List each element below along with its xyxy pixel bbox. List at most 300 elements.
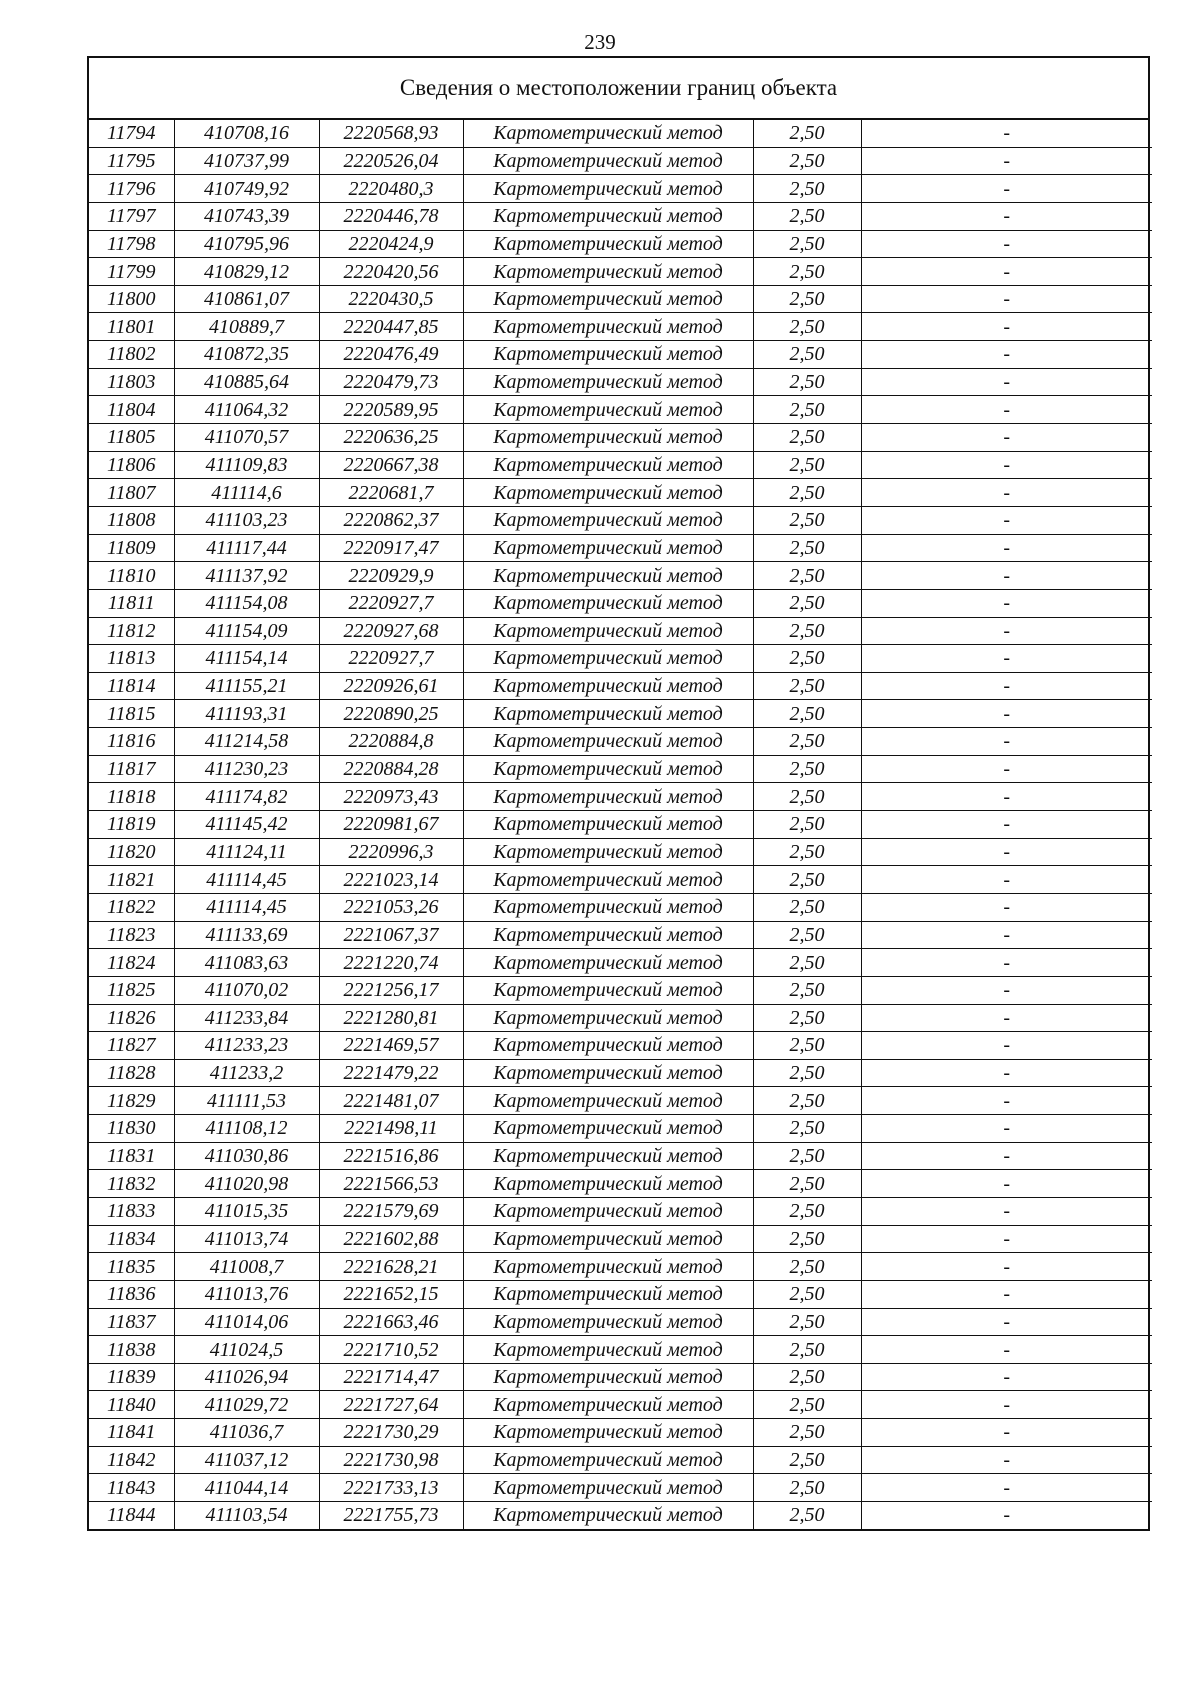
- description-cell: -: [861, 1474, 1152, 1502]
- accuracy-cell: 2,50: [753, 1032, 861, 1060]
- method-cell: Картометрический метод: [463, 396, 753, 424]
- description-cell: -: [861, 1225, 1152, 1253]
- method-cell: Картометрический метод: [463, 811, 753, 839]
- point-number-cell: 11814: [89, 672, 174, 700]
- description-cell: -: [861, 783, 1152, 811]
- point-number-cell: 11816: [89, 728, 174, 756]
- accuracy-cell: 2,50: [753, 1253, 861, 1281]
- method-cell: Картометрический метод: [463, 1004, 753, 1032]
- table-row: [89, 1225, 1152, 1253]
- method-cell: Картометрический метод: [463, 1115, 753, 1143]
- method-cell: Картометрический метод: [463, 313, 753, 341]
- description-cell: -: [861, 1032, 1152, 1060]
- accuracy-cell: 2,50: [753, 893, 861, 921]
- accuracy-cell: 2,50: [753, 341, 861, 369]
- method-cell: Картометрический метод: [463, 1059, 753, 1087]
- accuracy-cell: 2,50: [753, 1502, 861, 1529]
- y-coordinate-cell: 2220927,7: [319, 645, 463, 673]
- point-number-cell: 11824: [89, 949, 174, 977]
- method-cell: Картометрический метод: [463, 562, 753, 590]
- method-cell: Картометрический метод: [463, 424, 753, 452]
- table-row: [89, 175, 1152, 203]
- description-cell: -: [861, 1115, 1152, 1143]
- table-row: [89, 866, 1152, 894]
- table-row: [89, 1004, 1152, 1032]
- y-coordinate-cell: 2221023,14: [319, 866, 463, 894]
- point-number-cell: 11841: [89, 1419, 174, 1447]
- y-coordinate-cell: 2220981,67: [319, 811, 463, 839]
- table-row: [89, 1197, 1152, 1225]
- description-cell: -: [861, 1170, 1152, 1198]
- description-cell: -: [861, 617, 1152, 645]
- point-number-cell: 11826: [89, 1004, 174, 1032]
- y-coordinate-cell: 2220476,49: [319, 341, 463, 369]
- point-number-cell: 11794: [89, 120, 174, 147]
- x-coordinate-cell: 410885,64: [174, 368, 319, 396]
- table-row: [89, 645, 1152, 673]
- point-number-cell: 11809: [89, 534, 174, 562]
- accuracy-cell: 2,50: [753, 313, 861, 341]
- accuracy-cell: 2,50: [753, 1115, 861, 1143]
- description-cell: -: [861, 1142, 1152, 1170]
- method-cell: Картометрический метод: [463, 700, 753, 728]
- description-cell: -: [861, 534, 1152, 562]
- description-cell: -: [861, 589, 1152, 617]
- table-row: [89, 1170, 1152, 1198]
- y-coordinate-cell: 2220636,25: [319, 424, 463, 452]
- method-cell: Картометрический метод: [463, 672, 753, 700]
- y-coordinate-cell: 2220479,73: [319, 368, 463, 396]
- accuracy-cell: 2,50: [753, 1419, 861, 1447]
- y-coordinate-cell: 2220589,95: [319, 396, 463, 424]
- point-number-cell: 11834: [89, 1225, 174, 1253]
- accuracy-cell: 2,50: [753, 120, 861, 147]
- point-number-cell: 11802: [89, 341, 174, 369]
- y-coordinate-cell: 2220996,3: [319, 838, 463, 866]
- point-number-cell: 11819: [89, 811, 174, 839]
- method-cell: Картометрический метод: [463, 230, 753, 258]
- point-number-cell: 11833: [89, 1197, 174, 1225]
- y-coordinate-cell: 2221579,69: [319, 1197, 463, 1225]
- description-cell: -: [861, 396, 1152, 424]
- x-coordinate-cell: 411044,14: [174, 1474, 319, 1502]
- y-coordinate-cell: 2221516,86: [319, 1142, 463, 1170]
- description-cell: -: [861, 202, 1152, 230]
- method-cell: Картометрический метод: [463, 1225, 753, 1253]
- accuracy-cell: 2,50: [753, 424, 861, 452]
- x-coordinate-cell: 411103,54: [174, 1502, 319, 1529]
- x-coordinate-cell: 411111,53: [174, 1087, 319, 1115]
- y-coordinate-cell: 2221652,15: [319, 1280, 463, 1308]
- y-coordinate-cell: 2220927,68: [319, 617, 463, 645]
- table-row: [89, 285, 1152, 313]
- description-cell: -: [861, 506, 1152, 534]
- point-number-cell: 11840: [89, 1391, 174, 1419]
- table-row: [89, 1087, 1152, 1115]
- method-cell: Картометрический метод: [463, 976, 753, 1004]
- x-coordinate-cell: 411103,23: [174, 506, 319, 534]
- table-row: [89, 1280, 1152, 1308]
- table-row: [89, 562, 1152, 590]
- description-cell: -: [861, 1253, 1152, 1281]
- accuracy-cell: 2,50: [753, 1474, 861, 1502]
- table-row: [89, 1032, 1152, 1060]
- accuracy-cell: 2,50: [753, 562, 861, 590]
- point-number-cell: 11817: [89, 755, 174, 783]
- y-coordinate-cell: 2220447,85: [319, 313, 463, 341]
- accuracy-cell: 2,50: [753, 1308, 861, 1336]
- x-coordinate-cell: 410861,07: [174, 285, 319, 313]
- x-coordinate-cell: 411193,31: [174, 700, 319, 728]
- x-coordinate-cell: 410829,12: [174, 258, 319, 286]
- description-cell: -: [861, 949, 1152, 977]
- accuracy-cell: 2,50: [753, 368, 861, 396]
- accuracy-cell: 2,50: [753, 728, 861, 756]
- accuracy-cell: 2,50: [753, 479, 861, 507]
- table-row: [89, 1474, 1152, 1502]
- y-coordinate-cell: 2220926,61: [319, 672, 463, 700]
- description-cell: -: [861, 1087, 1152, 1115]
- description-cell: -: [861, 451, 1152, 479]
- description-cell: -: [861, 1391, 1152, 1419]
- table-row: [89, 424, 1152, 452]
- method-cell: Картометрический метод: [463, 783, 753, 811]
- point-number-cell: 11806: [89, 451, 174, 479]
- y-coordinate-cell: 2220424,9: [319, 230, 463, 258]
- description-cell: -: [861, 921, 1152, 949]
- accuracy-cell: 2,50: [753, 1446, 861, 1474]
- description-cell: -: [861, 1502, 1152, 1529]
- accuracy-cell: 2,50: [753, 175, 861, 203]
- point-number-cell: 11813: [89, 645, 174, 673]
- table-row: [89, 1142, 1152, 1170]
- table-row: [89, 451, 1152, 479]
- description-cell: -: [861, 562, 1152, 590]
- method-cell: Картометрический метод: [463, 451, 753, 479]
- accuracy-cell: 2,50: [753, 589, 861, 617]
- method-cell: Картометрический метод: [463, 341, 753, 369]
- point-number-cell: 11843: [89, 1474, 174, 1502]
- method-cell: Картометрический метод: [463, 258, 753, 286]
- table-row: [89, 617, 1152, 645]
- method-cell: Картометрический метод: [463, 120, 753, 147]
- table-row: [89, 341, 1152, 369]
- table-row: [89, 1336, 1152, 1364]
- y-coordinate-cell: 2221710,52: [319, 1336, 463, 1364]
- table-row: [89, 700, 1152, 728]
- accuracy-cell: 2,50: [753, 230, 861, 258]
- method-cell: Картометрический метод: [463, 617, 753, 645]
- point-number-cell: 11835: [89, 1253, 174, 1281]
- accuracy-cell: 2,50: [753, 1391, 861, 1419]
- x-coordinate-cell: 410737,99: [174, 147, 319, 175]
- y-coordinate-cell: 2220667,38: [319, 451, 463, 479]
- description-cell: -: [861, 1419, 1152, 1447]
- x-coordinate-cell: 411037,12: [174, 1446, 319, 1474]
- point-number-cell: 11812: [89, 617, 174, 645]
- x-coordinate-cell: 411030,86: [174, 1142, 319, 1170]
- y-coordinate-cell: 2221280,81: [319, 1004, 463, 1032]
- y-coordinate-cell: 2220526,04: [319, 147, 463, 175]
- method-cell: Картометрический метод: [463, 1336, 753, 1364]
- point-number-cell: 11822: [89, 893, 174, 921]
- description-cell: -: [861, 700, 1152, 728]
- y-coordinate-cell: 2220480,3: [319, 175, 463, 203]
- accuracy-cell: 2,50: [753, 1087, 861, 1115]
- y-coordinate-cell: 2221220,74: [319, 949, 463, 977]
- point-number-cell: 11832: [89, 1170, 174, 1198]
- x-coordinate-cell: 410795,96: [174, 230, 319, 258]
- x-coordinate-cell: 411024,5: [174, 1336, 319, 1364]
- x-coordinate-cell: 411114,45: [174, 893, 319, 921]
- accuracy-cell: 2,50: [753, 976, 861, 1004]
- method-cell: Картометрический метод: [463, 506, 753, 534]
- point-number-cell: 11810: [89, 562, 174, 590]
- description-cell: -: [861, 838, 1152, 866]
- x-coordinate-cell: 411020,98: [174, 1170, 319, 1198]
- description-cell: -: [861, 1197, 1152, 1225]
- y-coordinate-cell: 2220568,93: [319, 120, 463, 147]
- accuracy-cell: 2,50: [753, 396, 861, 424]
- accuracy-cell: 2,50: [753, 672, 861, 700]
- table-row: [89, 728, 1152, 756]
- point-number-cell: 11821: [89, 866, 174, 894]
- x-coordinate-cell: 411124,11: [174, 838, 319, 866]
- x-coordinate-cell: 411154,09: [174, 617, 319, 645]
- table-body: [89, 120, 1152, 1529]
- table-row: [89, 1419, 1152, 1447]
- description-cell: -: [861, 175, 1152, 203]
- y-coordinate-cell: 2220890,25: [319, 700, 463, 728]
- y-coordinate-cell: 2221730,29: [319, 1419, 463, 1447]
- method-cell: Картометрический метод: [463, 893, 753, 921]
- table-row: [89, 949, 1152, 977]
- description-cell: -: [861, 811, 1152, 839]
- y-coordinate-cell: 2221730,98: [319, 1446, 463, 1474]
- x-coordinate-cell: 411117,44: [174, 534, 319, 562]
- x-coordinate-cell: 411013,74: [174, 1225, 319, 1253]
- method-cell: Картометрический метод: [463, 589, 753, 617]
- y-coordinate-cell: 2221498,11: [319, 1115, 463, 1143]
- x-coordinate-cell: 411036,7: [174, 1419, 319, 1447]
- point-number-cell: 11827: [89, 1032, 174, 1060]
- table-row: [89, 893, 1152, 921]
- x-coordinate-cell: 411108,12: [174, 1115, 319, 1143]
- accuracy-cell: 2,50: [753, 617, 861, 645]
- description-cell: -: [861, 728, 1152, 756]
- table-row: [89, 976, 1152, 1004]
- description-cell: -: [861, 866, 1152, 894]
- description-cell: -: [861, 258, 1152, 286]
- table-title: Сведения о местоположении границ объекта: [89, 58, 1148, 120]
- y-coordinate-cell: 2221663,46: [319, 1308, 463, 1336]
- point-number-cell: 11815: [89, 700, 174, 728]
- description-cell: -: [861, 341, 1152, 369]
- y-coordinate-cell: 2221053,26: [319, 893, 463, 921]
- method-cell: Картометрический метод: [463, 866, 753, 894]
- table-row: [89, 1446, 1152, 1474]
- method-cell: Картометрический метод: [463, 1253, 753, 1281]
- y-coordinate-cell: 2220917,47: [319, 534, 463, 562]
- table-row: [89, 1363, 1152, 1391]
- point-number-cell: 11801: [89, 313, 174, 341]
- accuracy-cell: 2,50: [753, 838, 861, 866]
- accuracy-cell: 2,50: [753, 700, 861, 728]
- point-number-cell: 11844: [89, 1502, 174, 1529]
- point-number-cell: 11823: [89, 921, 174, 949]
- method-cell: Картометрический метод: [463, 1032, 753, 1060]
- accuracy-cell: 2,50: [753, 811, 861, 839]
- table-row: [89, 506, 1152, 534]
- description-cell: -: [861, 1446, 1152, 1474]
- accuracy-cell: 2,50: [753, 783, 861, 811]
- description-cell: -: [861, 645, 1152, 673]
- x-coordinate-cell: 411008,7: [174, 1253, 319, 1281]
- x-coordinate-cell: 411029,72: [174, 1391, 319, 1419]
- accuracy-cell: 2,50: [753, 258, 861, 286]
- y-coordinate-cell: 2221481,07: [319, 1087, 463, 1115]
- description-cell: -: [861, 1004, 1152, 1032]
- y-coordinate-cell: 2221479,22: [319, 1059, 463, 1087]
- point-number-cell: 11795: [89, 147, 174, 175]
- method-cell: Картометрический метод: [463, 645, 753, 673]
- method-cell: Картометрический метод: [463, 479, 753, 507]
- table-row: [89, 534, 1152, 562]
- y-coordinate-cell: 2220884,28: [319, 755, 463, 783]
- point-number-cell: 11811: [89, 589, 174, 617]
- page-number: 239: [584, 30, 616, 54]
- x-coordinate-cell: 411109,83: [174, 451, 319, 479]
- method-cell: Картометрический метод: [463, 1446, 753, 1474]
- x-coordinate-cell: 411155,21: [174, 672, 319, 700]
- point-number-cell: 11842: [89, 1446, 174, 1474]
- point-number-cell: 11807: [89, 479, 174, 507]
- x-coordinate-cell: 411026,94: [174, 1363, 319, 1391]
- point-number-cell: 11839: [89, 1363, 174, 1391]
- table-row: [89, 838, 1152, 866]
- point-number-cell: 11838: [89, 1336, 174, 1364]
- accuracy-cell: 2,50: [753, 285, 861, 313]
- y-coordinate-cell: 2221628,21: [319, 1253, 463, 1281]
- x-coordinate-cell: 411233,23: [174, 1032, 319, 1060]
- accuracy-cell: 2,50: [753, 1142, 861, 1170]
- y-coordinate-cell: 2221733,13: [319, 1474, 463, 1502]
- x-coordinate-cell: 411145,42: [174, 811, 319, 839]
- table-row: [89, 120, 1152, 147]
- description-cell: -: [861, 147, 1152, 175]
- table-row: [89, 755, 1152, 783]
- y-coordinate-cell: 2220862,37: [319, 506, 463, 534]
- point-number-cell: 11837: [89, 1308, 174, 1336]
- boundary-table: [87, 56, 1150, 1531]
- method-cell: Картометрический метод: [463, 949, 753, 977]
- table-row: [89, 258, 1152, 286]
- method-cell: Картометрический метод: [463, 1142, 753, 1170]
- y-coordinate-cell: 2220884,8: [319, 728, 463, 756]
- description-cell: -: [861, 313, 1152, 341]
- method-cell: Картометрический метод: [463, 368, 753, 396]
- x-coordinate-cell: 410749,92: [174, 175, 319, 203]
- point-number-cell: 11825: [89, 976, 174, 1004]
- y-coordinate-cell: 2220973,43: [319, 783, 463, 811]
- description-cell: -: [861, 285, 1152, 313]
- y-coordinate-cell: 2221566,53: [319, 1170, 463, 1198]
- method-cell: Картометрический метод: [463, 175, 753, 203]
- description-cell: -: [861, 120, 1152, 147]
- method-cell: Картометрический метод: [463, 838, 753, 866]
- y-coordinate-cell: 2220927,7: [319, 589, 463, 617]
- accuracy-cell: 2,50: [753, 534, 861, 562]
- description-cell: -: [861, 424, 1152, 452]
- description-cell: -: [861, 1363, 1152, 1391]
- table-row: [89, 230, 1152, 258]
- accuracy-cell: 2,50: [753, 645, 861, 673]
- table-row: [89, 921, 1152, 949]
- accuracy-cell: 2,50: [753, 921, 861, 949]
- accuracy-cell: 2,50: [753, 202, 861, 230]
- description-cell: -: [861, 1308, 1152, 1336]
- y-coordinate-cell: 2221714,47: [319, 1363, 463, 1391]
- point-number-cell: 11830: [89, 1115, 174, 1143]
- x-coordinate-cell: 410872,35: [174, 341, 319, 369]
- method-cell: Картометрический метод: [463, 147, 753, 175]
- point-number-cell: 11820: [89, 838, 174, 866]
- description-cell: -: [861, 230, 1152, 258]
- point-number-cell: 11829: [89, 1087, 174, 1115]
- x-coordinate-cell: 411014,06: [174, 1308, 319, 1336]
- y-coordinate-cell: 2221755,73: [319, 1502, 463, 1529]
- table-row: [89, 1391, 1152, 1419]
- method-cell: Картометрический метод: [463, 1474, 753, 1502]
- accuracy-cell: 2,50: [753, 1170, 861, 1198]
- accuracy-cell: 2,50: [753, 1280, 861, 1308]
- table-row: [89, 147, 1152, 175]
- y-coordinate-cell: 2220420,56: [319, 258, 463, 286]
- description-cell: -: [861, 672, 1152, 700]
- point-number-cell: 11804: [89, 396, 174, 424]
- y-coordinate-cell: 2220430,5: [319, 285, 463, 313]
- x-coordinate-cell: 411154,08: [174, 589, 319, 617]
- y-coordinate-cell: 2221602,88: [319, 1225, 463, 1253]
- method-cell: Картометрический метод: [463, 728, 753, 756]
- method-cell: Картометрический метод: [463, 202, 753, 230]
- accuracy-cell: 2,50: [753, 755, 861, 783]
- accuracy-cell: 2,50: [753, 451, 861, 479]
- method-cell: Картометрический метод: [463, 1087, 753, 1115]
- description-cell: -: [861, 755, 1152, 783]
- x-coordinate-cell: 411070,02: [174, 976, 319, 1004]
- accuracy-cell: 2,50: [753, 506, 861, 534]
- y-coordinate-cell: 2220929,9: [319, 562, 463, 590]
- accuracy-cell: 2,50: [753, 866, 861, 894]
- point-number-cell: 11831: [89, 1142, 174, 1170]
- accuracy-cell: 2,50: [753, 1336, 861, 1364]
- point-number-cell: 11800: [89, 285, 174, 313]
- table-row: [89, 672, 1152, 700]
- method-cell: Картометрический метод: [463, 1419, 753, 1447]
- y-coordinate-cell: 2221469,57: [319, 1032, 463, 1060]
- method-cell: Картометрический метод: [463, 534, 753, 562]
- table-row: [89, 811, 1152, 839]
- x-coordinate-cell: 411064,32: [174, 396, 319, 424]
- y-coordinate-cell: 2220446,78: [319, 202, 463, 230]
- table-row: [89, 1115, 1152, 1143]
- y-coordinate-cell: 2221067,37: [319, 921, 463, 949]
- method-cell: Картометрический метод: [463, 285, 753, 313]
- y-coordinate-cell: 2221256,17: [319, 976, 463, 1004]
- accuracy-cell: 2,50: [753, 1059, 861, 1087]
- x-coordinate-cell: 411114,6: [174, 479, 319, 507]
